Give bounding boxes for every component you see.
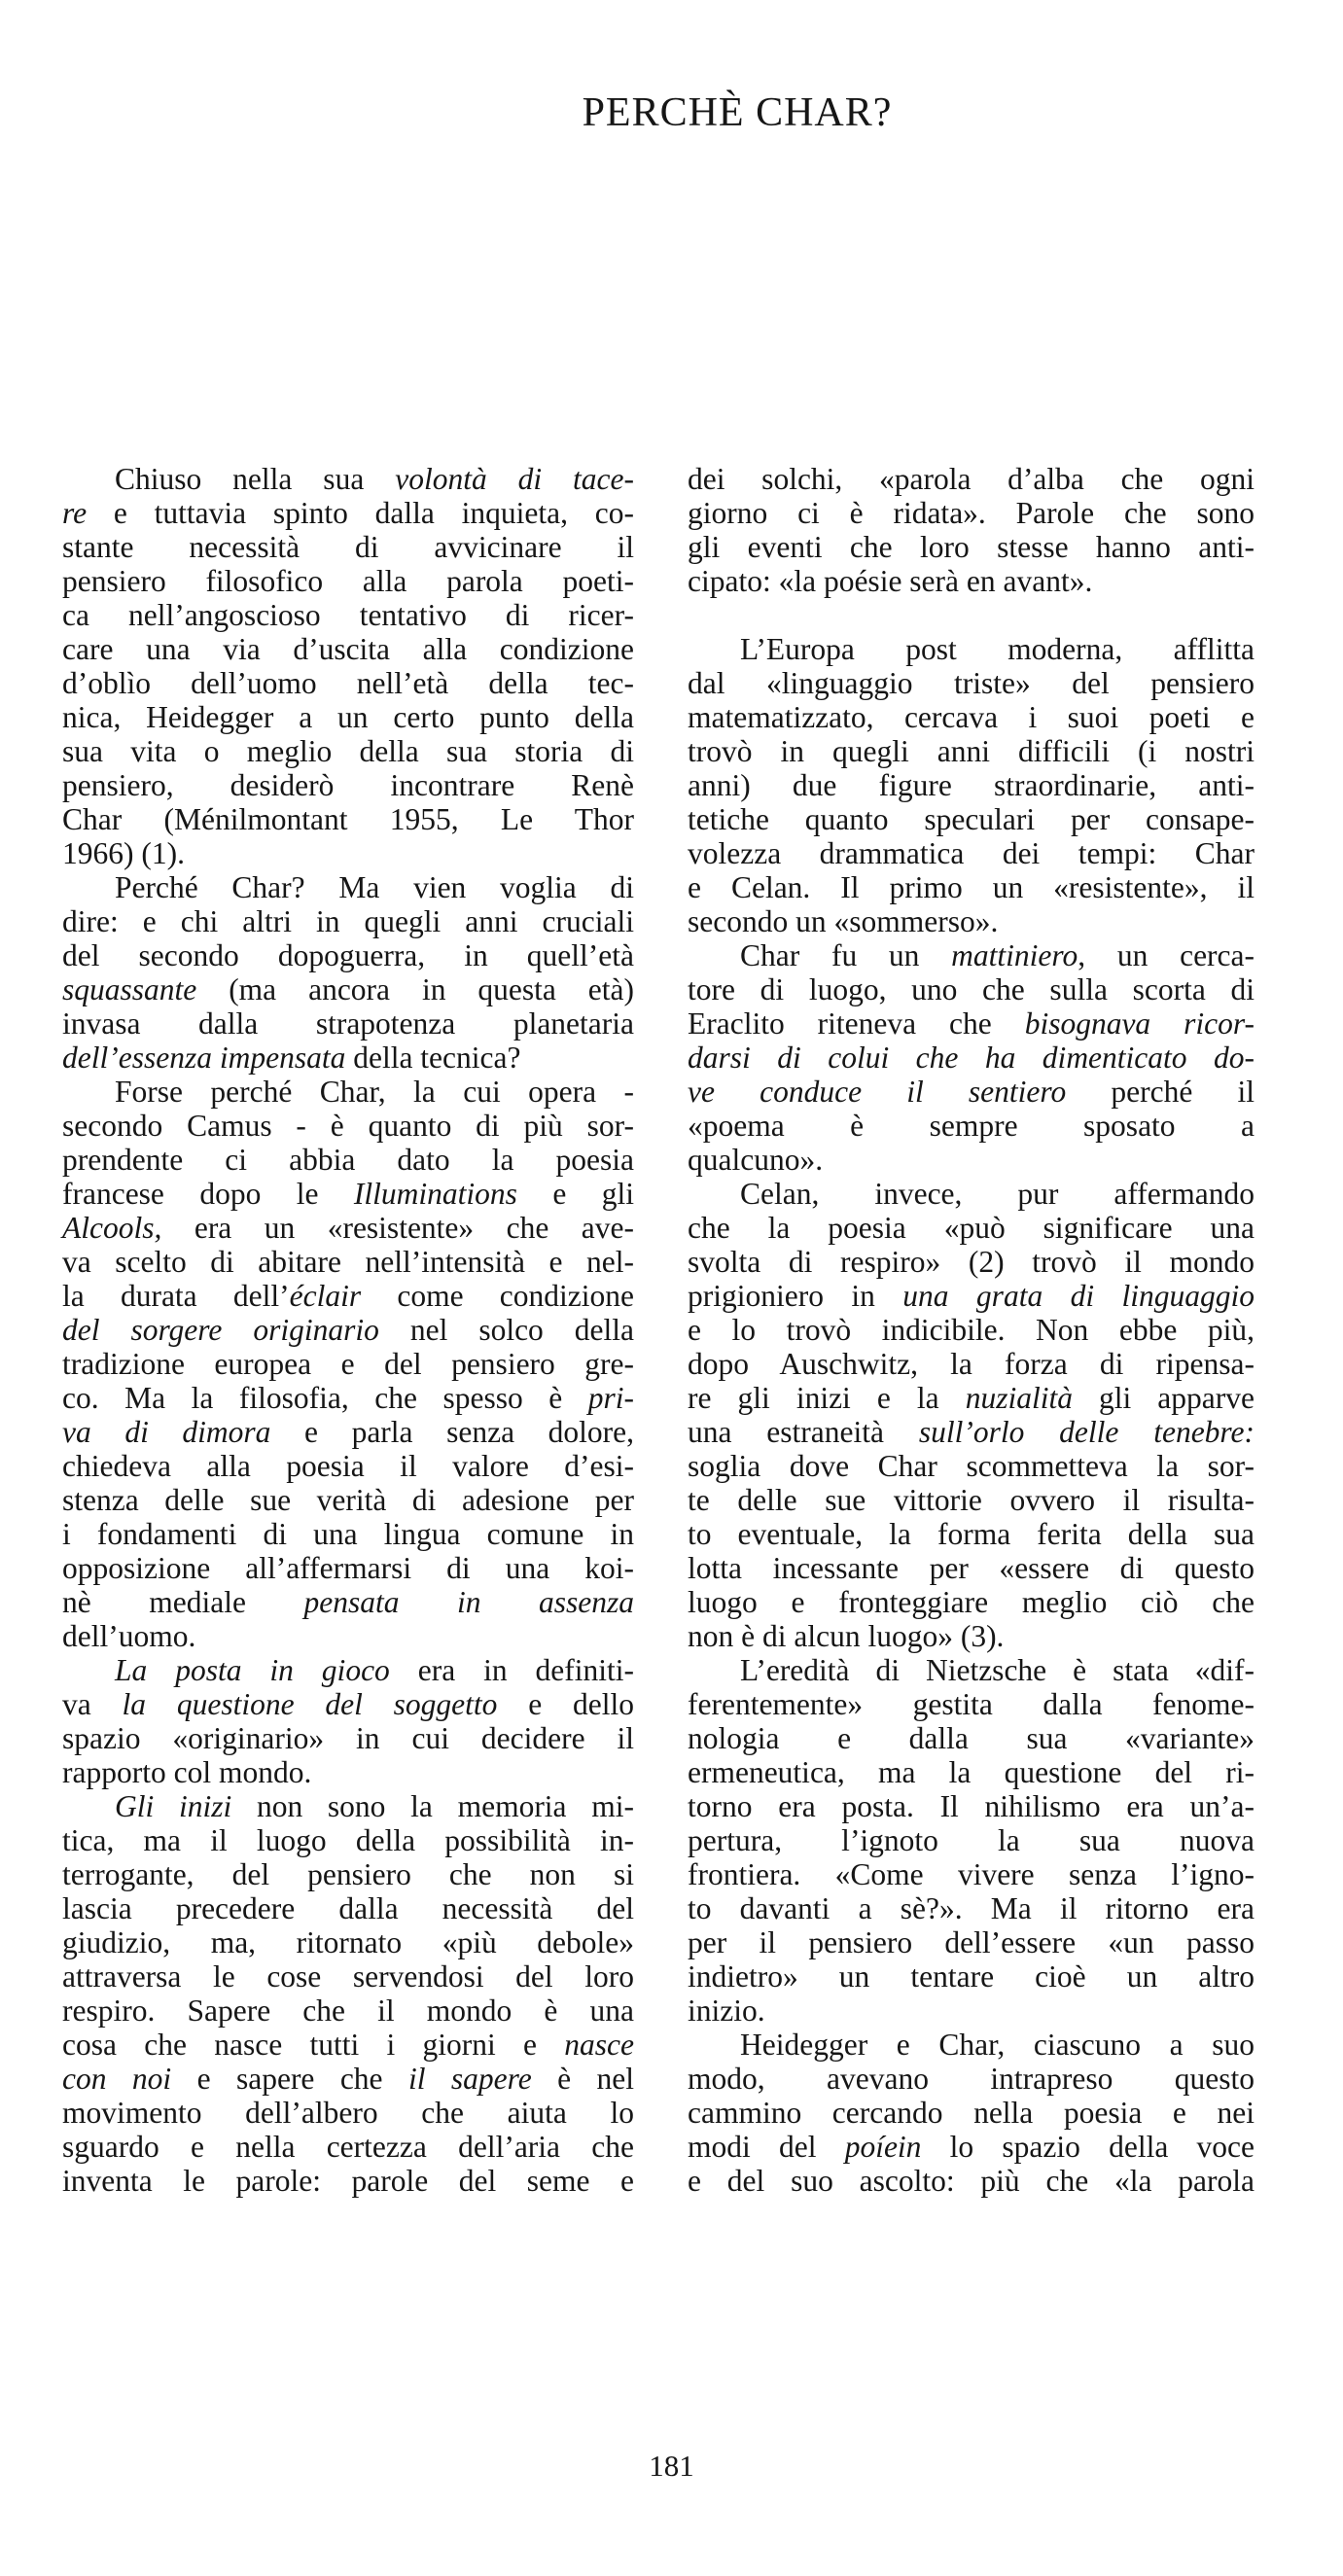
text-line — [688, 564, 1255, 598]
text-run: Celan, invece, pur affermando — [740, 1177, 1255, 1211]
text-run: cipato: «la poésie serà en avant». — [688, 564, 1093, 598]
text-line — [688, 1177, 1255, 1211]
text-line — [688, 1006, 1255, 1041]
text-run: care una via d’uscita alla condizione — [62, 632, 634, 666]
italic-text: va di dimora — [62, 1415, 271, 1449]
text-line — [62, 530, 634, 564]
text-line — [688, 2062, 1255, 2096]
text-run: soglia dove Char scommetteva la sor- — [688, 1449, 1255, 1483]
text-run: era un «resistente» che ave- — [161, 1211, 634, 1245]
text-run: inizio. — [688, 1994, 765, 2028]
text-line — [688, 1721, 1255, 1755]
text-line — [62, 1687, 634, 1721]
text-run: pertura, l’ignoto la sua nuova — [688, 1823, 1255, 1857]
text-line — [688, 1279, 1255, 1313]
text-run: gli eventi che loro stesse hanno anti- — [688, 530, 1255, 564]
text-run: to davanti a sè?». Ma il ritorno era — [688, 1891, 1255, 1925]
text-line — [688, 768, 1255, 802]
text-line — [688, 1687, 1255, 1721]
text-run: te delle sue vittorie ovvero il risulta- — [688, 1483, 1255, 1517]
text-line — [62, 1959, 634, 1994]
text-run: francese dopo le — [62, 1177, 354, 1211]
text-line — [688, 1313, 1255, 1347]
left-column — [62, 462, 634, 2198]
text-line — [62, 836, 634, 870]
text-line — [688, 1347, 1255, 1381]
text-line — [62, 1041, 634, 1075]
text-run: nologia e dalla sua «variante» — [688, 1721, 1255, 1755]
text-line — [62, 1551, 634, 1585]
text-line — [688, 2096, 1255, 2130]
text-run: e Celan. Il primo un «resistente», il — [688, 870, 1255, 904]
text-line — [62, 462, 634, 496]
text-run: Perché Char? Ma vien voglia di — [115, 870, 634, 904]
text-run: cosa che nasce tutti i giorni e — [62, 2028, 565, 2062]
text-line — [688, 496, 1255, 530]
italic-text: volontà di tace- — [395, 462, 634, 496]
paragraph-gap — [688, 598, 1255, 632]
text-line — [688, 1109, 1255, 1143]
text-run: to eventuale, la forma ferita della sua — [688, 1517, 1255, 1551]
text-line — [688, 666, 1255, 700]
text-line — [688, 1585, 1255, 1619]
text-line — [62, 564, 634, 598]
page-number: 181 — [649, 2449, 694, 2483]
text-line — [62, 700, 634, 734]
text-run: nel solco della — [378, 1313, 634, 1347]
text-run: ermeneutica, ma la questione del ri- — [688, 1755, 1255, 1789]
text-line — [62, 1347, 634, 1381]
text-run: tradizione europea e del pensiero gre- — [62, 1347, 634, 1381]
text-line — [62, 2028, 634, 2062]
italic-text: La posta in gioco — [115, 1653, 390, 1687]
italic-text: Gli inizi — [115, 1789, 232, 1823]
text-run: cammino cercando nella poesia e nei — [688, 2096, 1255, 2130]
text-line — [62, 1109, 634, 1143]
text-line — [62, 904, 634, 938]
text-run: dal «linguaggio triste» del pensiero — [688, 666, 1255, 700]
text-line — [688, 632, 1255, 666]
text-run: Char fu un — [740, 938, 952, 972]
text-run: e parla senza dolore, — [270, 1415, 634, 1449]
text-line — [62, 1006, 634, 1041]
text-run: terrogante, del pensiero che non si — [62, 1857, 634, 1891]
text-run: nica, Heidegger a un certo punto della — [62, 700, 634, 734]
italic-text: del sorgere originario — [62, 1313, 379, 1347]
text-line — [62, 632, 634, 666]
text-line — [62, 2130, 634, 2164]
text-run: rapporto col mondo. — [62, 1755, 312, 1789]
text-line — [62, 1245, 634, 1279]
text-run: L’eredità di Nietzsche è stata «dif- — [740, 1653, 1255, 1687]
text-run: Char (Ménilmontant 1955, Le Thor — [62, 802, 634, 836]
text-line — [62, 2164, 634, 2198]
text-run: prigioniero in — [688, 1279, 903, 1313]
italic-text: éclair — [289, 1279, 362, 1313]
italic-text: re — [62, 496, 88, 530]
text-line — [62, 1585, 634, 1619]
text-run: Heidegger e Char, ciascuno a suo — [740, 2028, 1255, 2062]
text-line — [62, 870, 634, 904]
text-line — [688, 1041, 1255, 1075]
text-line — [688, 1381, 1255, 1415]
italic-text: mattiniero — [951, 938, 1078, 972]
text-line — [688, 462, 1255, 496]
text-run: pensiero, desiderò incontrare Renè — [62, 768, 634, 802]
italic-text: Alcools, — [62, 1211, 162, 1245]
text-line — [688, 1075, 1255, 1109]
text-line — [688, 734, 1255, 768]
text-line — [688, 1415, 1255, 1449]
italic-text: pri- — [587, 1381, 634, 1415]
text-run: tore di luogo, uno che sulla scorta di — [688, 972, 1255, 1006]
text-run: la durata dell’ — [62, 1279, 290, 1313]
text-line — [688, 530, 1255, 564]
text-run: e del suo ascolto: più che «la parola — [688, 2164, 1255, 2198]
text-line — [62, 1994, 634, 2028]
text-run: lascia precedere dalla necessità del — [62, 1891, 634, 1925]
text-line — [62, 1925, 634, 1959]
italic-text: la questione del soggetto — [122, 1687, 498, 1721]
text-line — [688, 1245, 1255, 1279]
text-line — [688, 700, 1255, 734]
text-run: tetiche quanto speculari per consape- — [688, 802, 1255, 836]
text-run: va scelto di abitare nell’intensità e nel- — [62, 1245, 634, 1279]
text-line — [688, 1789, 1255, 1823]
text-run: torno era posta. Il nihilismo era un’a- — [688, 1789, 1255, 1823]
text-run: volezza drammatica dei tempi: Char — [688, 836, 1255, 870]
italic-text: bisognava ricor- — [1024, 1006, 1255, 1041]
italic-text: con noi — [62, 2062, 172, 2096]
text-run: non è di alcun luogo» (3). — [688, 1619, 1005, 1653]
italic-text: pensata in assenza — [303, 1585, 634, 1619]
text-run: è nel — [531, 2062, 634, 2096]
italic-text: una grata di linguaggio — [902, 1279, 1255, 1313]
text-run: secondo un «sommerso». — [688, 904, 999, 938]
text-line — [688, 1449, 1255, 1483]
text-run: era in definiti- — [389, 1653, 634, 1687]
text-run: matematizzato, cercava i suoi poeti e — [688, 700, 1255, 734]
italic-text: dell’essenza impensata — [62, 1041, 346, 1075]
text-line — [62, 2096, 634, 2130]
text-line — [688, 1959, 1255, 1994]
text-run: svolta di respiro» (2) trovò il mondo — [688, 1245, 1255, 1279]
text-run: ca nell’angoscioso tentativo di ricer- — [62, 598, 634, 632]
text-run: movimento dell’albero che aiuta lo — [62, 2096, 634, 2130]
text-line — [688, 2164, 1255, 2198]
italic-text: nuzialità — [965, 1381, 1073, 1415]
text-line — [62, 1211, 634, 1245]
text-line — [62, 1857, 634, 1891]
text-run: re gli inizi e la — [688, 1381, 966, 1415]
text-run: perché il — [1066, 1075, 1255, 1109]
text-line — [688, 1551, 1255, 1585]
text-run: indietro» un tentare cioè un altro — [688, 1959, 1255, 1994]
text-line — [62, 1891, 634, 1925]
text-line — [688, 972, 1255, 1006]
italic-text: sull’orlo delle tenebre: — [918, 1415, 1255, 1449]
text-run: giudizio, ma, ritornato «più debole» — [62, 1925, 634, 1959]
text-run: modi del — [688, 2130, 845, 2164]
text-run: spazio «originario» in cui decidere il — [62, 1721, 634, 1755]
text-line — [688, 870, 1255, 904]
text-run: invasa dalla strapotenza planetaria — [62, 1006, 634, 1041]
text-run: chiedeva alla poesia il valore d’esi- — [62, 1449, 634, 1483]
text-run: che la poesia «può significare una — [688, 1211, 1255, 1245]
text-line — [688, 1994, 1255, 2028]
text-line — [62, 1653, 634, 1687]
text-line — [62, 1143, 634, 1177]
text-run: 1966) (1). — [62, 836, 185, 870]
text-run: dei solchi, «parola d’alba che ogni — [688, 462, 1255, 496]
text-line — [62, 496, 634, 530]
text-run: (ma ancora in questa età) — [196, 972, 634, 1006]
right-column — [688, 462, 1255, 2198]
text-line — [688, 836, 1255, 870]
text-run: sguardo e nella certezza dell’aria che — [62, 2130, 634, 2164]
text-line — [688, 802, 1255, 836]
text-run: lo spazio della voce — [921, 2130, 1255, 2164]
text-run: non sono la memoria mi- — [231, 1789, 634, 1823]
text-line — [62, 1177, 634, 1211]
text-line — [62, 1075, 634, 1109]
text-line — [62, 1483, 634, 1517]
text-run: Eraclito riteneva che — [688, 1006, 1025, 1041]
text-line — [62, 1517, 634, 1551]
text-run: lotta incessante per «essere di questo — [688, 1551, 1255, 1585]
text-line — [688, 1619, 1255, 1653]
text-run: sua vita o meglio della sua storia di — [62, 734, 634, 768]
text-run: anni) due figure straordinarie, anti- — [688, 768, 1255, 802]
text-line — [62, 1449, 634, 1483]
text-run: della tecnica? — [345, 1041, 521, 1075]
text-line — [62, 598, 634, 632]
text-run: del secondo dopoguerra, in quell’età — [62, 938, 634, 972]
text-run: respiro. Sapere che il mondo è una — [62, 1994, 634, 2028]
text-line — [688, 2028, 1255, 2062]
text-run: e dello — [497, 1687, 635, 1721]
text-run: stenza delle sue verità di adesione per — [62, 1483, 634, 1517]
italic-text: ve conduce il sentiero — [688, 1075, 1067, 1109]
text-run: i fondamenti di una lingua comune in — [62, 1517, 634, 1551]
text-line — [62, 1415, 634, 1449]
text-run: Chiuso nella sua — [115, 462, 396, 496]
page-title: PERCHÈ CHAR? — [582, 90, 893, 135]
text-line — [62, 666, 634, 700]
text-line — [688, 938, 1255, 972]
text-run: , un cerca- — [1078, 938, 1255, 972]
text-run: una estraneità — [688, 1415, 919, 1449]
text-run: luogo e fronteggiare meglio ciò che — [688, 1585, 1255, 1619]
text-run: e sapere che — [171, 2062, 408, 2096]
italic-text: Illuminations — [353, 1177, 517, 1211]
text-run: e tuttavia spinto dalla inquieta, co- — [87, 496, 634, 530]
text-line — [688, 2130, 1255, 2164]
text-line — [62, 1721, 634, 1755]
text-run: dell’uomo. — [62, 1619, 196, 1653]
text-run: nè mediale — [62, 1585, 304, 1619]
text-run: secondo Camus - è quanto di più sor- — [62, 1109, 634, 1143]
text-run: trovò in quegli anni difficili (i nostri — [688, 734, 1255, 768]
text-run: va — [62, 1687, 123, 1721]
text-run: attraversa le cose servendosi del loro — [62, 1959, 634, 1994]
text-run: e gli — [516, 1177, 634, 1211]
italic-text: squassante — [62, 972, 197, 1006]
text-run: «poema è sempre sposato a — [688, 1109, 1255, 1143]
text-run: giorno ci è ridata». Parole che sono — [688, 496, 1255, 530]
text-line — [62, 938, 634, 972]
text-line — [688, 1653, 1255, 1687]
text-line — [62, 802, 634, 836]
text-run: stante necessità di avvicinare il — [62, 530, 634, 564]
text-line — [688, 1857, 1255, 1891]
text-line — [62, 1381, 634, 1415]
text-line — [688, 904, 1255, 938]
text-line — [688, 1143, 1255, 1177]
text-line — [62, 2062, 634, 2096]
text-line — [688, 1891, 1255, 1925]
text-run: pensiero filosofico alla parola poeti- — [62, 564, 634, 598]
text-run: modo, avevano intrapreso questo — [688, 2062, 1255, 2096]
text-line — [62, 972, 634, 1006]
text-line — [62, 1279, 634, 1313]
text-run: inventa le parole: parole del seme e — [62, 2164, 634, 2198]
text-run: dire: e chi altri in quegli anni cruciali — [62, 904, 634, 938]
text-run: frontiera. «Come vivere senza l’igno- — [688, 1857, 1255, 1891]
text-line — [62, 734, 634, 768]
text-line — [62, 1313, 634, 1347]
text-run: co. Ma la filosofia, che spesso è — [62, 1381, 588, 1415]
text-run: opposizione all’affermarsi di una koi- — [62, 1551, 634, 1585]
text-line — [688, 1823, 1255, 1857]
text-run: ferentemente» gestita dalla fenome- — [688, 1687, 1255, 1721]
italic-text: poíein — [844, 2130, 922, 2164]
text-line — [62, 1789, 634, 1823]
text-line — [62, 1619, 634, 1653]
text-line — [688, 1211, 1255, 1245]
text-run: L’Europa post moderna, afflitta — [740, 632, 1255, 666]
text-run: gli apparve — [1072, 1381, 1255, 1415]
text-run: per il pensiero dell’essere «un passo — [688, 1925, 1255, 1959]
text-run: tica, ma il luogo della possibilità in- — [62, 1823, 634, 1857]
italic-text: il sapere — [407, 2062, 532, 2096]
text-line — [62, 1823, 634, 1857]
text-run: dopo Auschwitz, la forza di ripensa- — [688, 1347, 1255, 1381]
text-line — [688, 1483, 1255, 1517]
text-run: d’oblìo dell’uomo nell’età della tec- — [62, 666, 634, 700]
text-line — [688, 1517, 1255, 1551]
text-line — [688, 1925, 1255, 1959]
text-line — [62, 1755, 634, 1789]
text-run: e lo trovò indicibile. Non ebbe più, — [688, 1313, 1255, 1347]
text-run: Forse perché Char, la cui opera - — [115, 1075, 634, 1109]
text-run: prendente ci abbia dato la poesia — [62, 1143, 634, 1177]
italic-text: nasce — [564, 2028, 634, 2062]
italic-text: darsi di colui che ha dimenticato do- — [688, 1041, 1255, 1075]
text-run: come condizione — [361, 1279, 634, 1313]
text-line — [688, 1755, 1255, 1789]
text-run: qualcuno». — [688, 1143, 824, 1177]
text-line — [62, 768, 634, 802]
